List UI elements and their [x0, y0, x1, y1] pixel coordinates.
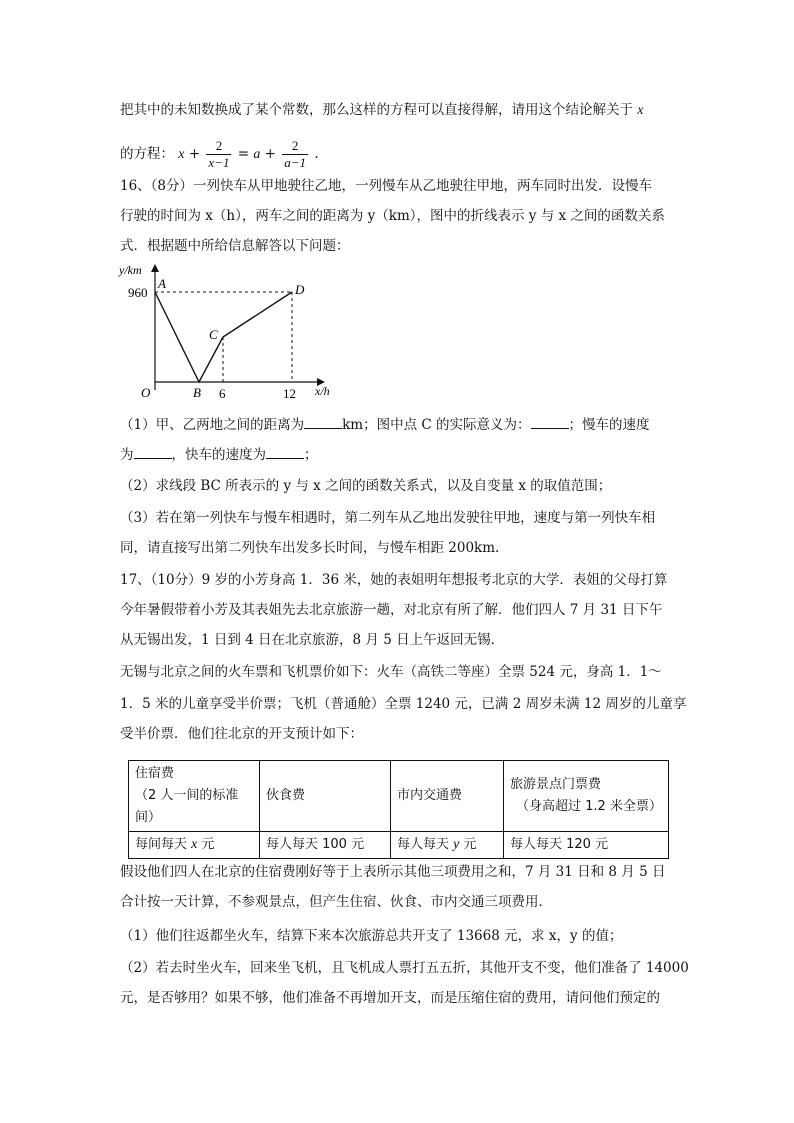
header-tickets-note: （身高超过 1.2 米全票）: [516, 799, 662, 814]
table-header-row: [129, 761, 669, 832]
q16-part-3-line-2: 同，请直接写出第二列快车出发多长时间，与慢车相距 200km.: [120, 540, 500, 556]
cell-lodging-prefix: 每间每天: [135, 837, 192, 852]
header-cell-lodging: [129, 761, 260, 832]
table-row: [129, 832, 669, 859]
y-axis-arrow: [151, 264, 159, 272]
q17-sub-2-line-1: （2）若去时坐火车，回来坐飞机，且飞机成人票打五五折，其他开支不变，他们准备了 14000: [120, 960, 689, 976]
cell-transport-prefix: 每人每天: [397, 837, 454, 852]
eq-period: .: [314, 146, 319, 162]
q16-part-1-line-2: [120, 444, 318, 465]
x-tick-12: 12: [283, 386, 296, 401]
cell-transport-cost: [391, 832, 504, 859]
point-b-label: B: [193, 385, 201, 400]
fraction-1-numerator: 2: [206, 138, 231, 155]
q16-p1-text-c: ；慢车的速度: [568, 417, 650, 433]
point-d-label: D: [295, 282, 305, 297]
eq-equals: =: [237, 146, 250, 162]
y-tick-960: 960: [128, 285, 148, 300]
y-axis-label: y/km: [119, 263, 142, 277]
x-axis-label: x/h: [315, 384, 330, 398]
cell-transport-suffix: 元: [459, 837, 477, 852]
point-a-label: A: [158, 276, 166, 291]
eq-plus: +: [188, 146, 201, 162]
q17-sub-2-line-2: 元，是否够用？如果不够，他们准备不再增加开支，而是压缩住宿的费用，请问他们预定的: [120, 990, 660, 1006]
header-cell-food: 伙食费: [260, 761, 391, 832]
q17-line-2: 今年暑假带着小芳及其表姐先去北京旅游一趟，对北京有所了解．他们四人 7 月 31 日下午: [120, 602, 663, 618]
q16-part-2: （2）求线段 BC 所表示的 y 与 x 之间的函数关系式，以及自变量 x 的取值范围；: [120, 478, 612, 494]
cell-transport-var: y: [453, 837, 460, 852]
q17-line-3: 从无锡出发，1 日到 4 日在北京旅游，8 月 5 日上午返回无锡．: [120, 632, 505, 648]
header-lodging-label: 住宿费: [135, 766, 175, 781]
q16-p1-text-d: 为: [120, 447, 134, 463]
cell-tickets-cost: 每人每天 120 元: [504, 832, 669, 859]
q16-p1-text-a: （1）甲、乙两地之间的距离为: [120, 417, 305, 433]
answer-blank-distance[interactable]: [304, 414, 342, 429]
var-x: x: [637, 103, 644, 118]
q16-p1-text-e: ，快车的速度为: [171, 447, 266, 463]
fraction-2-denominator: a−1: [284, 155, 307, 170]
q17-sub-1: （1）他们往返都坐火车，结算下来本次旅游总共开支了 13668 元，求 x，y 的值；: [120, 928, 623, 944]
q17-after-2: 合计按一天计算，不参观景点，但产生住宿、伙食、市内交通三项费用．: [120, 894, 552, 910]
fraction-2: [282, 138, 308, 171]
expense-table: [128, 760, 669, 859]
cell-lodging-cost: [129, 832, 260, 859]
q17-line-4: 无锡与北京之间的火车票和飞机票价如下：火车（高铁二等座）全票 524 元，身高 1．1～: [120, 664, 662, 680]
eq-plus-2: +: [264, 146, 276, 162]
fraction-1-denominator: x−1: [208, 155, 230, 170]
fraction-1: [206, 138, 231, 171]
q17-line-5: 1．5 米的儿童享受半价票；飞机（普通舱）全票 1240 元，已满 2 周岁未满 12 周岁的儿童享: [120, 696, 687, 712]
point-c-label: C: [209, 327, 218, 342]
answer-blank-fast-speed[interactable]: [266, 444, 304, 459]
equation-prefix: 的方程：: [120, 146, 174, 162]
q16-line-3: 式．根据题中所给信息解答以下问题：: [120, 238, 350, 254]
q16-part-1-line-1: [120, 414, 650, 435]
answer-blank-point-c[interactable]: [531, 414, 569, 429]
answer-blank-slow-speed[interactable]: [134, 444, 172, 459]
intro-text: 把其中的未知数换成了某个常数，那么这样的方程可以直接得解，请用这个结论解关于: [120, 102, 633, 118]
q16-p1-text-b: km；图中点 C 的实际意义为：: [342, 417, 531, 433]
intro-equation-line: [120, 136, 319, 173]
x-tick-6: 6: [219, 386, 226, 401]
q17-line-6: 受半价票．他们往北京的开支预计如下：: [120, 726, 363, 742]
header-cell-tickets: [504, 761, 669, 832]
cell-lodging-var: x: [191, 837, 198, 852]
q17-header: 17、（10分）9 岁的小芳身高 1．36 米，她的表姐明年想报考北京的大学．表姐的父母打算: [120, 572, 668, 588]
origin-label: O: [141, 385, 151, 400]
eq-a: a: [253, 147, 261, 162]
q16-header: 16、（8分）一列快车从甲地驶往乙地，一列慢车从乙地驶往甲地，两车同时出发．设慢车: [120, 178, 653, 194]
q17-after-1: 假设他们四人在北京的住宿费刚好等于上表所示其他三项费用之和，7 月 31 日和 8 月 5 日: [120, 864, 666, 880]
eq-x: x: [178, 147, 185, 162]
header-tickets-label: 旅游景点门票费: [510, 777, 602, 792]
distance-time-graph: [115, 262, 345, 402]
q16-part-3-line-1: （3）若在第一列快车与慢车相遇时，第二列车从乙地出发驶往甲地，速度与第一列快车相: [120, 510, 656, 526]
cell-lodging-suffix: 元: [197, 837, 215, 852]
q16-p1-text-f: ；: [304, 447, 318, 463]
header-lodging-note: （2 人一间的标准间）: [135, 788, 239, 825]
header-cell-transport: 市内交通费: [391, 761, 504, 832]
intro-line-1: [120, 100, 644, 121]
fraction-2-numerator: 2: [282, 138, 308, 155]
cell-food-cost: 每人每天 100 元: [260, 832, 391, 859]
q16-line-2: 行驶的时间为 x（h），两车之间的距离为 y（km），图中的折线表示 y 与 x 之间的函数关系: [120, 208, 665, 224]
